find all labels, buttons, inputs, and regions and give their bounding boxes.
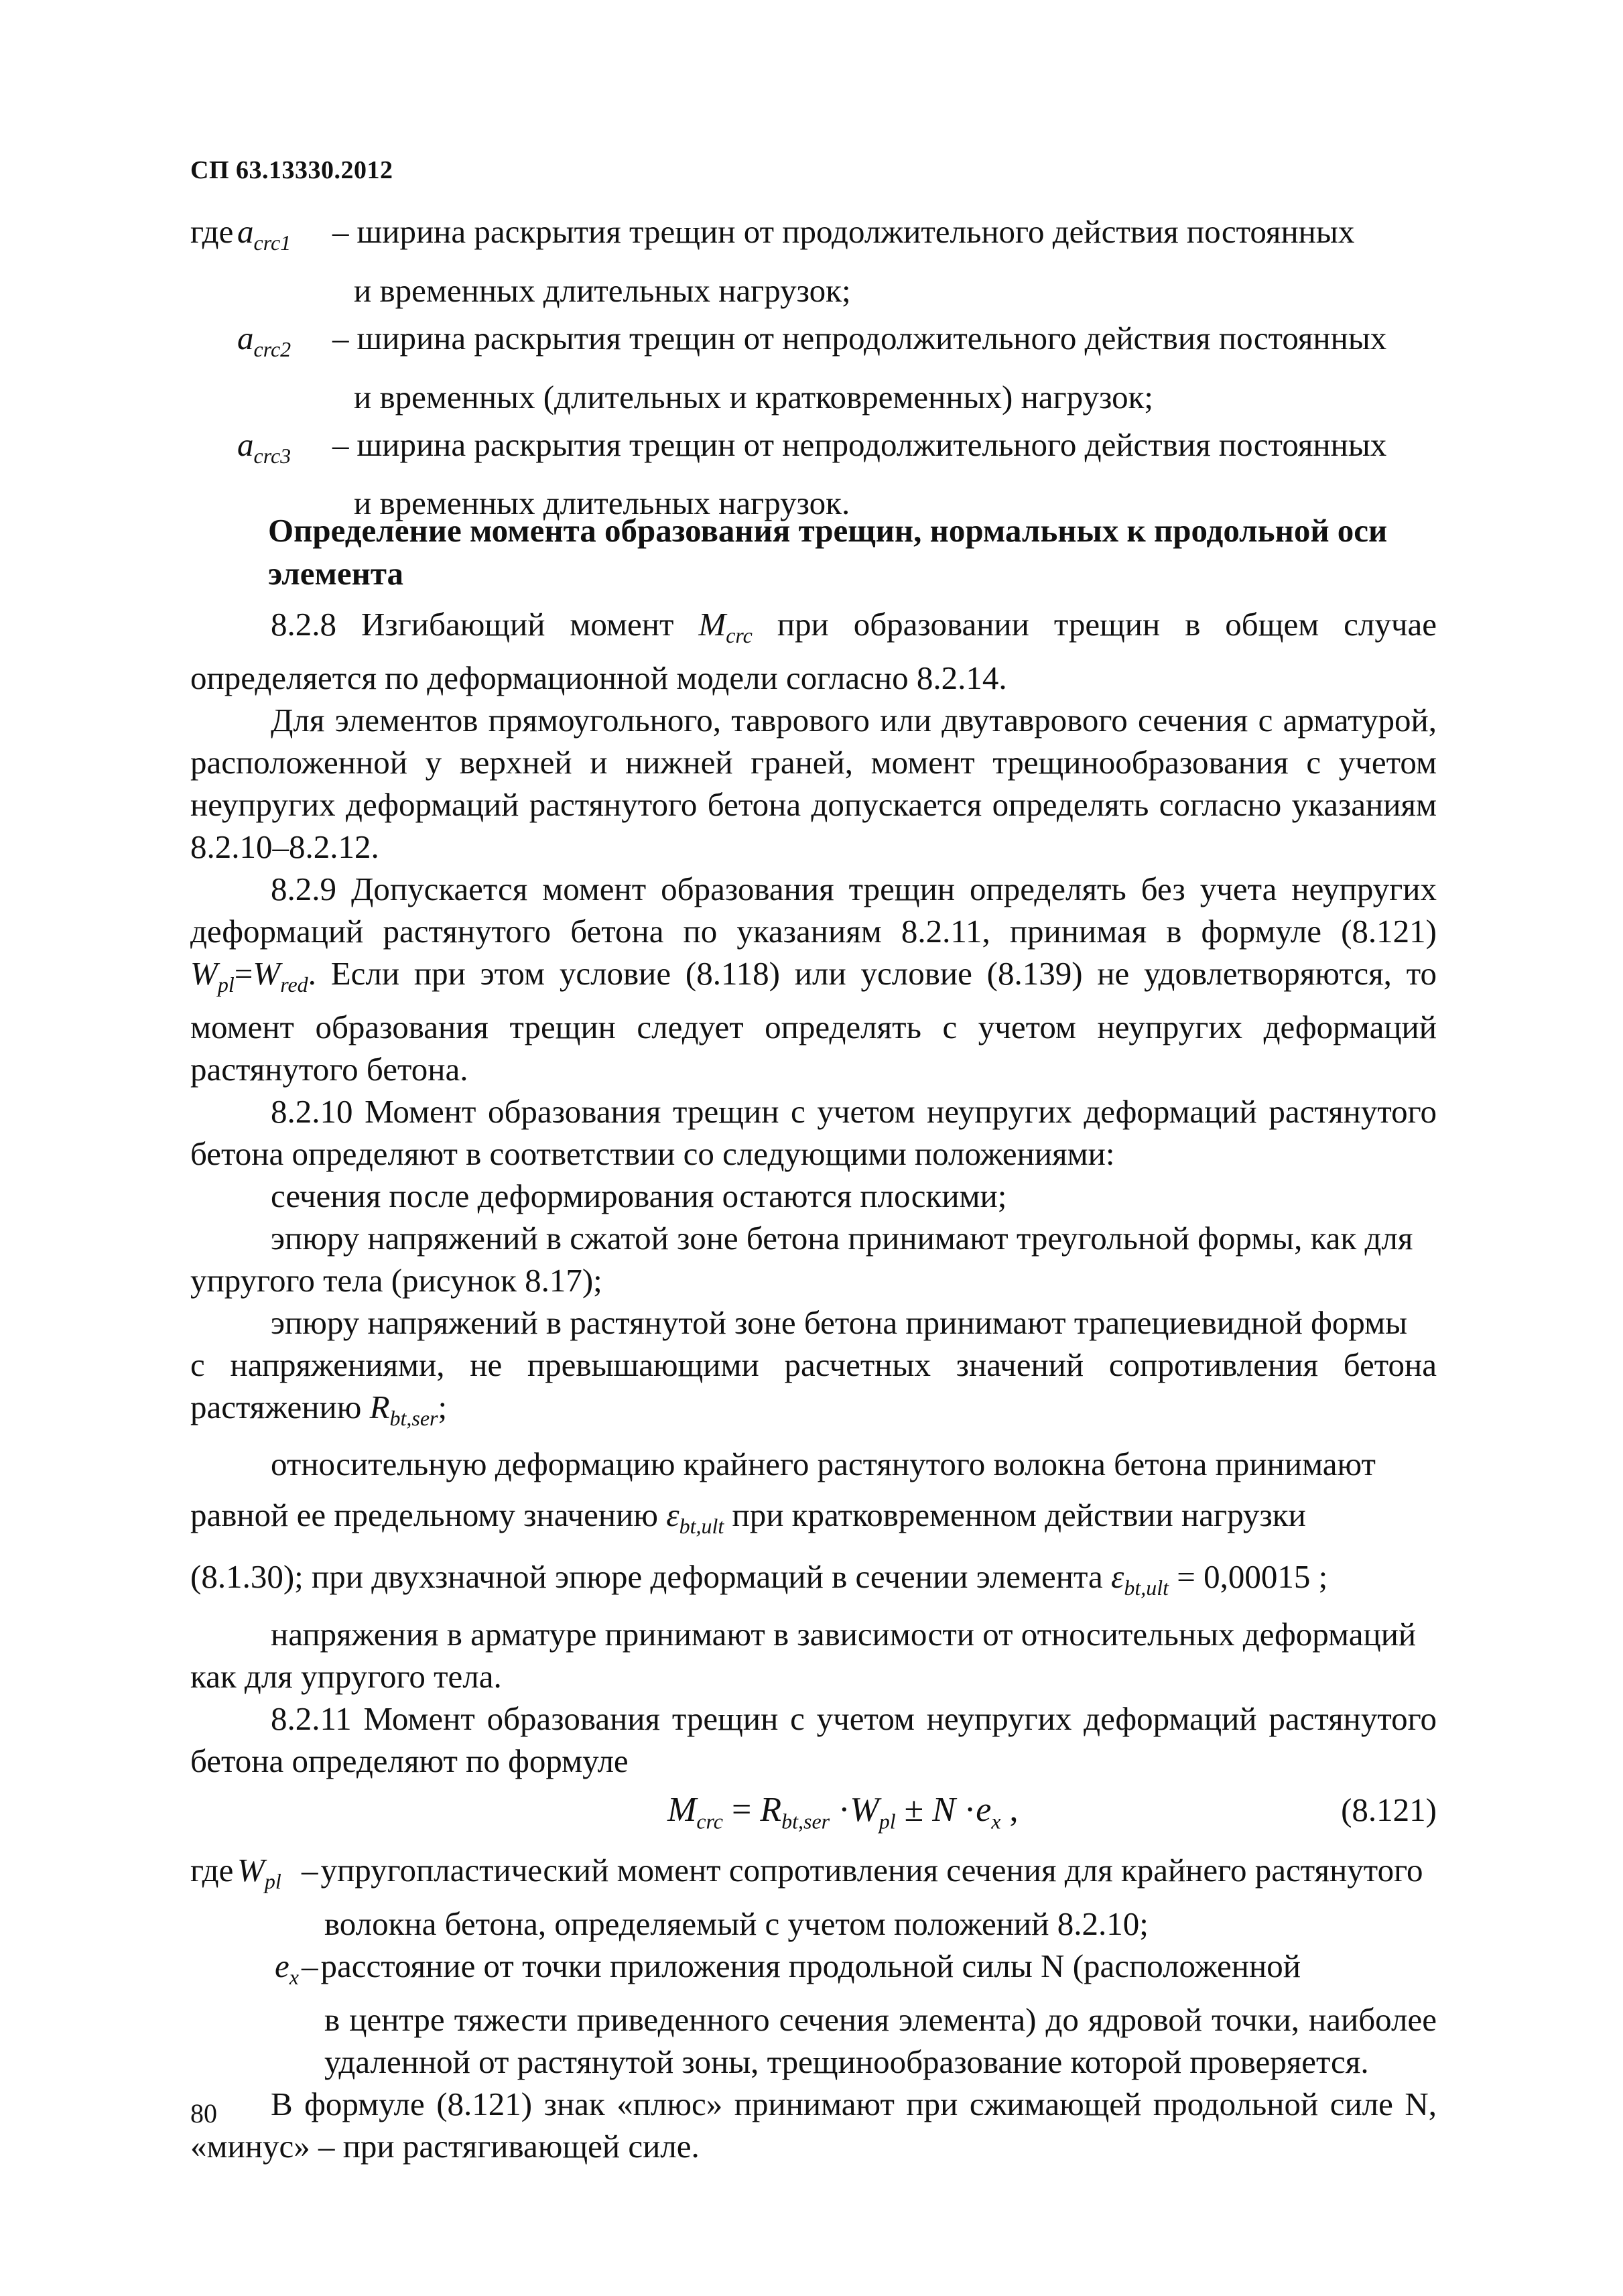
- item4-value: = 0,00015 ;: [1177, 1558, 1328, 1596]
- definitions-bottom: [190, 1849, 1437, 2083]
- definition-text: ширина раскрытия трещин от непродолжительного действия постоянных: [356, 426, 1387, 463]
- list-item-4: относительную деформацию крайнего растянутого волокна бетона принимают: [271, 1446, 1376, 1483]
- definition-acrc2: [190, 314, 1437, 373]
- term-subscript: crc1: [253, 230, 291, 255]
- definition-text: ширина раскрытия трещин от продолжительного действия постоянных: [356, 213, 1355, 250]
- item4-text-d: (8.1.30); при двухзначной эпюре деформаций в сечении элемента: [190, 1558, 1103, 1596]
- f-e-sub: x: [991, 1809, 1001, 1834]
- dash: –: [332, 319, 349, 357]
- definition-text: ширина раскрытия трещин от непродолжительного действия постоянных: [356, 319, 1387, 357]
- list-item-4-block: [190, 1439, 1437, 1613]
- list-item-5: напряжения в арматуре принимают в зависимости от относительных деформаций: [271, 1615, 1417, 1653]
- paragraph-8-2-9: [190, 868, 1437, 1090]
- definition-text: расстояние от точки приложения продольной силы N (расположенной: [320, 1947, 1301, 1984]
- definitions-top: [190, 208, 1437, 527]
- list-item-3-cont: [190, 1344, 1437, 1440]
- p829-wred-sub: red: [280, 972, 308, 997]
- list-item-3: эпюру напряжений в растянутой зоне бетона принимают трапециевидной формы: [271, 1303, 1408, 1341]
- p828-symbol: M: [698, 606, 726, 643]
- paragraph-sign-rule: В формуле (8.121) знак «плюс» принимают при сжимающей продольной силе N, «минус» – при растягивающей силе.: [190, 2085, 1437, 2165]
- paragraph-8-2-10: 8.2.10 Момент образования трещин с учетом неупругих деформаций растянутого бетона определяют в соответствии со следующими положениями:: [190, 1092, 1437, 1172]
- term-subscript: pl: [264, 1868, 281, 1893]
- item4-symbol2: ε: [1111, 1558, 1124, 1596]
- list-item-2: [190, 1217, 1437, 1259]
- dash: –: [332, 426, 349, 463]
- p829-text-b: . Если при этом условие (8.118) или условие (8.139) не удовлетворяются, то момент образования трещин следует определять с учетом неупругих деформаций растянутого бетона.: [190, 954, 1437, 1088]
- term-symbol: a: [237, 319, 254, 357]
- dash: –: [332, 213, 349, 250]
- f-comma: ,: [1000, 1790, 1019, 1829]
- section-heading: Определение момента образования трещин, нормальных к продольной оси элемента: [268, 512, 1388, 592]
- item4-subscript2: bt,ult: [1124, 1575, 1169, 1600]
- f-e: e: [976, 1790, 992, 1829]
- list-item-5-cont: как для упругого тела.: [190, 1657, 502, 1695]
- definition-term: [237, 1849, 299, 1903]
- dash: –: [302, 1947, 318, 1984]
- term-subscript: crc2: [253, 336, 291, 361]
- item2-line1: эпюру напряжений в сжатой зоне бетона принимают треугольной формы, как для: [271, 1219, 1413, 1257]
- list-item-4-line2: [190, 1490, 1437, 1551]
- where-word: где: [190, 1851, 234, 1889]
- item3-symbol: R: [369, 1388, 390, 1425]
- p828-text-b: при образовании трещин в общем случае определяется по деформационной модели согласно 8.2.14.: [190, 606, 1437, 696]
- f-n: N: [932, 1790, 956, 1829]
- p828-subscript: crc: [726, 623, 753, 647]
- f-w-sub: pl: [879, 1809, 896, 1834]
- term-subscript: x: [289, 1964, 299, 1989]
- f-m: M: [667, 1790, 697, 1829]
- paragraph-8-2-11: 8.2.11 Момент образования трещин с учетом неупругих деформаций растянутого бетона определяют по формуле: [190, 1700, 1437, 1779]
- definition-continuation: и временных длительных нагрузок;: [354, 271, 851, 309]
- f-w: W: [850, 1790, 879, 1829]
- f-pm: ±: [895, 1790, 933, 1829]
- f-m-sub: crc: [696, 1809, 723, 1834]
- definition-text: упругопластический момент сопротивления сечения для крайнего растянутого: [320, 1851, 1423, 1889]
- definition-continuation: в центре тяжести приведенного сечения элемента) до ядровой точки, наиболее удаленной от растянутой зоны, трещинообразование которой проверяется.: [324, 2000, 1437, 2080]
- formula-number: (8.121): [1341, 1791, 1437, 1828]
- f-r-sub: bt,ser: [781, 1809, 830, 1834]
- definition-acrc3: [190, 421, 1437, 480]
- item3-subscript: bt,ser: [389, 1405, 438, 1430]
- item4-subscript: bt,ult: [679, 1514, 724, 1539]
- p828-text-a: 8.2.8 Изгибающий момент: [271, 606, 674, 643]
- definition-term: [237, 1945, 299, 1998]
- formula-8-121: [190, 1782, 1437, 1849]
- list-item-1: сечения после деформирования остаются плоскими;: [271, 1177, 1007, 1214]
- term-symbol: W: [237, 1851, 265, 1889]
- paragraph-8-2-8-b: Для элементов прямоугольного, таврового или двутаврового сечения с арматурой, расположенной у верхней и нижней граней, момент трещинообразования с учетом неупругих деформаций растянутого бетона допускается определять согласно указаниям 8.2.10–8.2.12.: [190, 701, 1437, 865]
- definition-continuation: и временных длительных нагрузок.: [354, 485, 850, 522]
- f-dot2: ·: [955, 1790, 976, 1829]
- f-eq: =: [723, 1790, 761, 1829]
- p829-wpl-sub: pl: [217, 972, 235, 997]
- formula-body: [667, 1789, 1019, 1842]
- definition-wpl: [190, 1849, 1437, 1903]
- f-dot1: ·: [830, 1790, 850, 1829]
- definition-term: [237, 421, 324, 480]
- term-subscript: crc3: [253, 443, 291, 468]
- definition-continuation: волокна бетона, определяемый с учетом положений 8.2.10;: [324, 1905, 1149, 1942]
- where-word: где: [190, 213, 234, 250]
- definition-term: [237, 208, 324, 267]
- main-body: [190, 603, 1437, 2167]
- p829-wred: W: [253, 954, 281, 992]
- list-item-4-line3: [190, 1551, 1437, 1613]
- definition-acrc1: [190, 208, 1437, 267]
- item4-text-c: при кратковременном действии нагрузки: [732, 1496, 1306, 1534]
- definition-ex: [190, 1945, 1437, 1998]
- definition-term: [237, 314, 324, 373]
- document-code-header: СП 63.13330.2012: [190, 156, 393, 184]
- item4-symbol: ε: [666, 1496, 679, 1534]
- p829-eq: =: [234, 954, 253, 992]
- page-number: 80: [190, 2098, 217, 2128]
- item3-text: с напряжениями, не превышающими расчетных значений сопротивления бетона растяжению: [190, 1346, 1437, 1425]
- definition-continuation: и временных (длительных и кратковременных) нагрузок;: [354, 378, 1153, 416]
- term-symbol: a: [237, 426, 254, 463]
- dash: –: [302, 1851, 318, 1889]
- term-symbol: a: [237, 213, 254, 250]
- p829-wpl: W: [190, 954, 218, 992]
- item4-text-b: равной ее предельному значению: [190, 1496, 658, 1534]
- list-item-2-cont: упругого тела (рисунок 8.17);: [190, 1261, 602, 1299]
- term-symbol: e: [275, 1947, 289, 1984]
- p829-text-a: 8.2.9 Допускается момент образования трещин определять без учета неупругих деформаций растянутого бетона по указаниям 8.2.11, принимая в формуле (8.121): [190, 870, 1437, 950]
- f-r: R: [760, 1790, 782, 1829]
- item3-end: ;: [438, 1388, 448, 1425]
- paragraph-8-2-8: [190, 603, 1437, 699]
